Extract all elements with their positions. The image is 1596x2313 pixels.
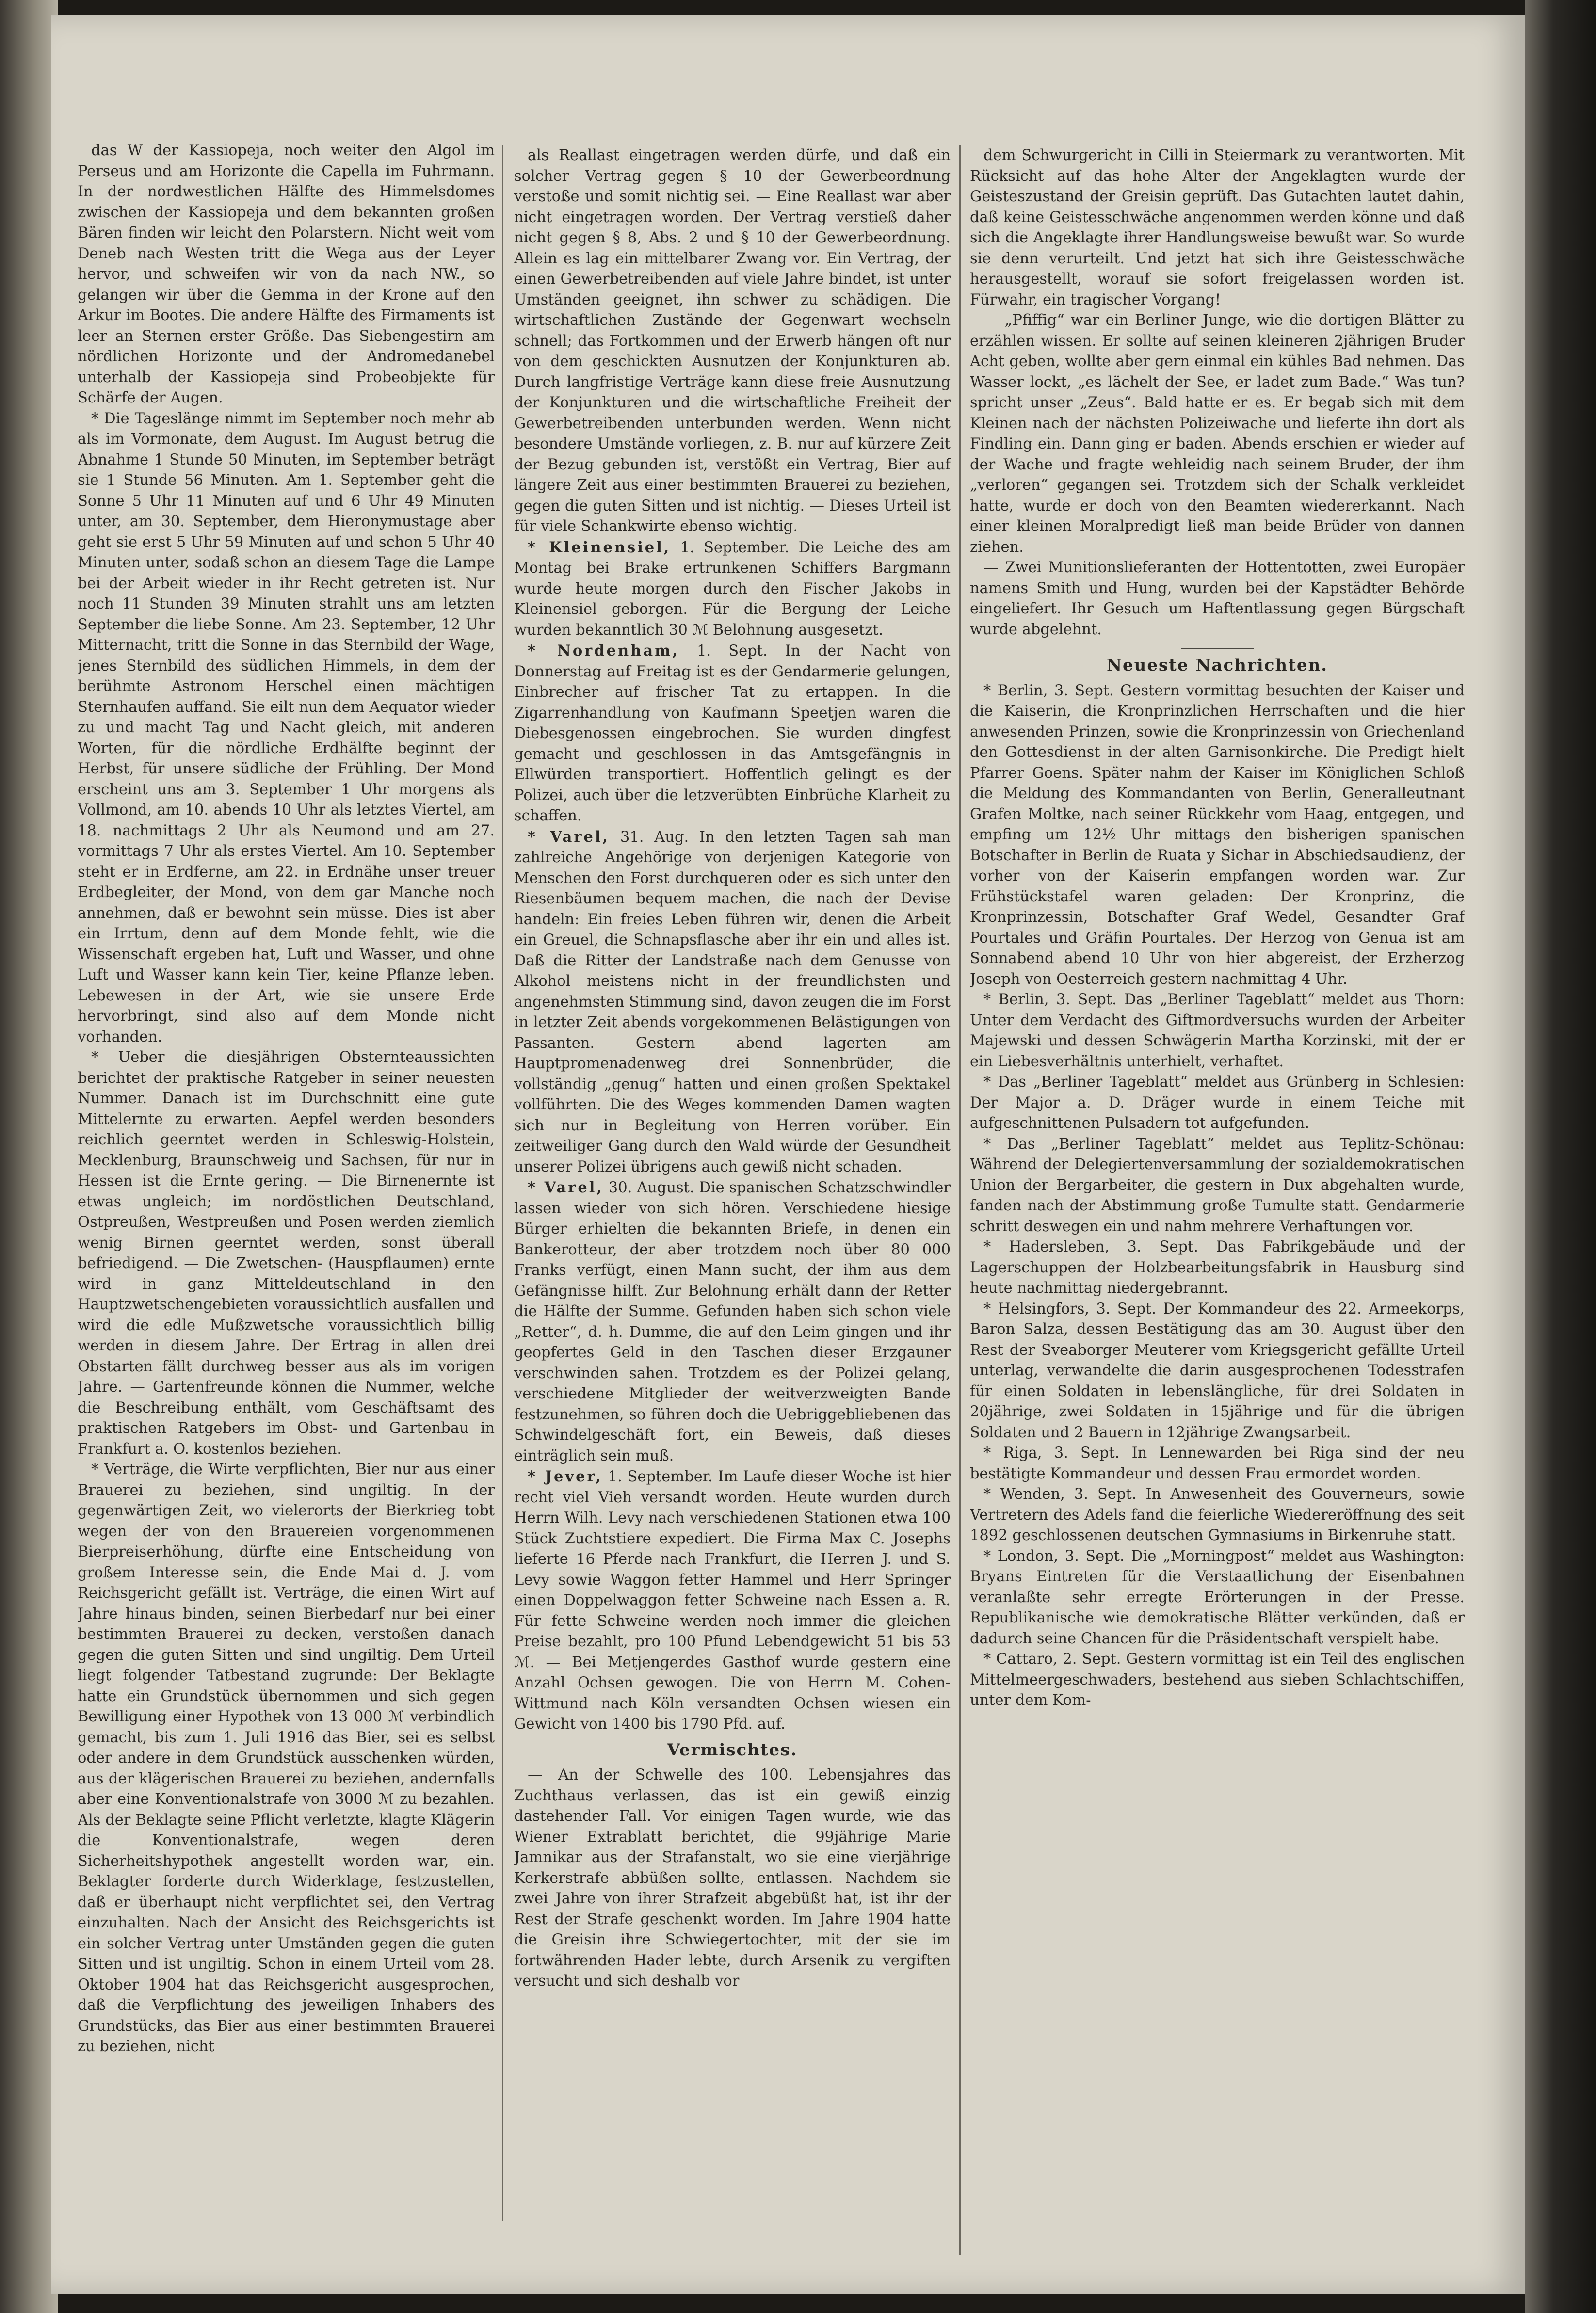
article-text: 31. Aug. In den letzten Tagen sah man zahlreiche Angehörige von derjenigen Kategorie von Menschen den Forst durchqueren oder es sich unter den Riesenbäumen bequem machen, die nach der Devise handeln: Ein freies Leben führen wir, denen die Arbeit ein Greuel, die Schnapsflasche aber ihr ein und alles ist. Daß die Ritter der Landstraße nach dem Genusse von Alkohol meistens nicht in der freundlichsten und angenehmsten Stimmung sind, davon zeugen die im Forst in letzter Zeit abends vorgekommenen Belästigungen von Passanten. Gestern abend lagerten am Hauptpromenadenweg drei Sonnenbrüder, die vollständig „genug“ hatten und einen großen Spektakel vollführten. Die des Weges kommenden Damen wagten sich nur in Begleitung von Herren vorüber. Ein zeitweiliger Gang durch den Wald würde der Gesundheit unserer Polizei übrigens auch gewiß nicht schaden. — [514, 828, 951, 1175]
article-hottentotten: — Zwei Munitionslieferanten der Hottentotten, zwei Europäer namens Smith und Hung, wurden bei der Kapstädter Behörde eingeliefert. Ihr Gesuch um Haftentlassung gegen Bürgschaft wurde abgelehnt. — [970, 559, 1465, 638]
news-item: * Berlin, 3. Sept. Das „Berliner Tageblatt“ meldet aus Thorn: Unter dem Verdacht des Giftmordversuchs wurden der Arbeiter Majewski und dessen Schwägerin Martha Korzinski, mit der er ein Liebesverhältnis unterhielt, verhaftet. — [970, 991, 1465, 1070]
page-edge-shadow — [1525, 0, 1596, 2313]
column-2 — [514, 145, 951, 2289]
column-3 — [970, 145, 1465, 2289]
article-text: 1. September. Die Leiche des am Montag bei Brake ertrunkenen Schiffers Bargmann wurde heute morgen durch den Fischer Jakobs in Kleinensiel geborgen. Für die Bergung der Leiche wurden bekanntlich 30 ℳ Belohnung ausgesetzt. — [514, 539, 951, 639]
article-reallast-cont: als Reallast eingetragen werden dürfe, und daß ein solcher Vertrag gegen § 10 der Gewerbeordnung verstoße und somit nichtig sei. — Eine Reallast war aber nicht eingetragen worden. Der Vertrag verstieß daher nicht gegen § 8, Abs. 2 und § 10 der Gewerbeordnung. Allein es lag ein mittelbarer Zwang vor. Ein Vertrag, der einen Gewerbetreibenden auf viele Jahre bindet, ist unter Umständen geeignet, ihn schwer zu schädigen. Die wirtschaftlichen Zustände der Gegenwart wechseln schnell; das Fortkommen und der Erwerb hängen oft nur von dem geschickten Ausnutzen der Konjunkturen ab. Durch langfristige Verträge kann diese freie Ausnutzung der Konjunkturen und die wirtschaftliche Freiheit der Gewerbetreibenden unterbunden werden. Wenn nicht besondere Umstände vorliegen, z. B. nur auf kürzere Zeit der Bezug gebunden ist, verstößt ein Vertrag, Bier auf längere Zeit aus einer bestimmten Brauerei zu beziehen, gegen die guten Sitten und ist nichtig. — Dieses Urteil ist für viele Schankwirte ebenso wichtig. — [514, 147, 951, 535]
article-jever — [514, 1466, 951, 1735]
section-heading-vermischtes: Vermischtes. — [667, 1740, 798, 1760]
dateline-place: * Nordenham, — [528, 642, 679, 659]
article-nordenham — [514, 641, 951, 827]
column-divider — [959, 145, 961, 2255]
news-item: * Hadersleben, 3. Sept. Das Fabrikgebäude und der Lagerschuppen der Holzbearbeitungsfabrik in Hausburg sind heute nachmittag niedergebrannt. — [970, 1238, 1465, 1297]
dateline-place: * Varel, — [528, 1179, 604, 1196]
article-bierlieferungsvertraege: * Verträge, die Wirte verpflichten, Bier nur aus einer Brauerei zu beziehen, sind ungiltig. In der gegenwärtigen Zeit, wo vielerorts der Bierkrieg tobt wegen der von den Brauereien vorgenommenen Bierpreiserhöhung, dürfte eine Entscheidung von großem Interesse sein, die Ende Mai d. J. vom Reichsgericht gefällt ist. Verträge, die einen Wirt auf Jahre hinaus binden, seinen Bierbedarf nur bei einer bestimmten Brauerei zu decken, verstoßen danach gegen die guten Sitten und sind ungiltig. Dem Urteil liegt folgender Tatbestand zugrunde: Der Beklagte hatte ein Grundstück übernommen und sich gegen Bewilligung einer Hypothek von 13 000 ℳ verbindlich gemacht, bis zum 1. Juli 1916 das Bier, sei es selbst oder andere in dem Grundstück ausschenken würden, aus der klägerischen Brauerei zu beziehen, andernfalls aber eine Konventionalstrafe von 3000 ℳ zu bezahlen. Als der Beklagte seine Pflicht verletzte, klagte Klägerin die Konventionalstrafe, wegen deren Sicherheitshypothek angestellt worden war, ein. Beklagter forderte durch Widerklage, festzustellen, daß er überhaupt nicht verpflichtet sei, den Vertrag einzuhalten. Nach der Ansicht des Reichsgerichts ist ein solcher Vertrag unter Umständen gegen die guten Sitten und ist ungiltig. Schon in einem Urteil vom 28. Oktober 1904 hat das Reichsgericht ausgesprochen, daß die Verpflichtung des jeweiligen Inhabers des Grundstücks, das Bier aus einer bestimmten Brauerei zu beziehen, nicht — [78, 1461, 495, 2055]
dateline-place: * Varel, — [528, 828, 610, 846]
column-1 — [78, 141, 495, 2235]
article-tageslaenge: * Die Tageslänge nimmt im September noch mehr ab als im Vormonate, dem August. Im August betrug die Abnahme 1 Stunde 50 Minuten, im September beträgt sie 1 Stunde 56 Minuten. Am 1. September geht die Sonne 5 Uhr 11 Minuten auf und 6 Uhr 49 Minuten unter, am 30. September, dem Hieronymustage aber geht sie erst 5 Uhr 59 Minuten auf und schon 5 Uhr 40 Minuten unter, sodaß schon an diesem Tage die Lampe bei der Arbeit wieder in ihr Recht getreten ist. Nur noch 11 Stunden 39 Minuten strahlt uns am letzten September die liebe Sonne. Am 23. September, 12 Uhr Mitternacht, tritt die Sonne in das Sternbild der Wage, jenes Sternbild des südlichen Himmels, in dem der berühmte Astronom Herschel einen mächtigen Sternhaufen auffand. Sie eilt nun dem Aequator wieder zu und macht Tag und Nacht gleich, mit anderen Worten, für die nördliche Erdhälfte beginnt der Herbst, für unsere südliche der Frühling. Der Mond erscheint uns am 3. September 1 Uhr morgens als Vollmond, am 10. abends 10 Uhr als letztes Viertel, am 18. nachmittags 2 Uhr als Neumond und am 27. vormittags 7 Uhr als erstes Viertel. Am 10. September steht er in Erdferne, am 22. in Erdnähe unser treuer Erdbegleiter, der Mond, von dem gar Manche noch annehmen, daß er bewohnt sein müsse. Dies ist aber ein Irrtum, denn auf dem Monde fehlt, wie die Wissenschaft ergeben hat, Luft und Wasser, und ohne Luft und Wasser kann kein Tier, keine Pflanze leben. Lebewesen in der Art, wie sie unsere Erde hervorbringt, sind also auf dem Monde nicht vorhanden. — [78, 410, 495, 1045]
news-item: * Berlin, 3. Sept. Gestern vormittag besuchten der Kaiser und die Kaiserin, die Kronprinzlichen Herrschaften und die hier anwesenden Prinzen, sowie die Kronprinzessin von Griechenland den Gottesdienst in der alten Garnisonkirche. Die Predigt hielt Pfarrer Goens. Später nahm der Kaiser im Königlichen Schloß die Meldung des Kommandanten von Berlin, Generalleutnant Grafen Moltke, nach seiner Rückkehr vom Haag, entgegen, und empfing um 12½ Uhr mittags den bisherigen spanischen Botschafter in Berlin de Ruata y Sichar in Abschiedsaudienz, der vorher von der Kaiserin empfangen worden war. Zur Frühstückstafel waren geladen: Der Kronprinz, die Kronprinzessin, Botschafter Graf Wedel, Gesandter Graf Pourtales und Gräfin Pourtales. Der Herzog von Genua ist am Sonnabend abend 10 Uhr von hier abgereist, der Erzherzog Joseph von Oesterreich gestern nachmittag 4 Uhr. — [970, 682, 1465, 988]
article-kleinensiel — [514, 537, 951, 641]
article-varel-2 — [514, 1177, 951, 1466]
article-text: 30. August. Die spanischen Schatzschwindler lassen wieder von sich hören. Verschiedene hiesige Bürger erhielten die bekannten Briefe, in denen ein Bankerotteur, der aber trotzdem noch über 80 000 Franks verfügt, einen Mann sucht, der ihm aus dem Gefängnisse hilft. Zur Belohnung erhält dann der Retter die Hälfte der Summe. Gefunden haben sich schon viele „Retter“, d. h. Dumme, die auf den Leim gingen und ihr geopfertes Geld in den Taschen dieser Erzgauner verschwinden sahen. Trotzdem es der Polizei gelang, verschiedene Mitglieder der weitverzweigten Bande festzunehmen, so führen doch die Uebriggebliebenen das Schwindelgeschäft fort, ein Beweis, daß dieses einträglich sein muß. — [514, 1179, 951, 1464]
column-divider — [502, 145, 503, 2221]
dateline-place: * Kleinensiel, — [528, 538, 671, 556]
article-astronomy-cont: das W der Kassiopeja, noch weiter den Algol im Perseus und am Horizonte die Capella im Fuhrmann. In der nordwestlichen Hälfte des Himmelsdomes zwischen der Kassiopeja und dem bekannten großen Bären finden wir leicht den Polarstern. Nicht weit vom Deneb nach Westen tritt die Wega aus der Leyer hervor, und schweifen wir von da nach NW., so gelangen wir über die Gemma in der Krone auf den Arkur im Bootes. Die andere Hälfte des Firmaments ist leer an Sternen erster Größe. Das Siebengestirn am nördlichen Horizonte und der Andromedanebel unterhalb der Kassiopeja sind Probeobjekte für Schärfe der Augen. — [78, 142, 495, 406]
news-item: * Cattaro, 2. Sept. Gestern vormittag ist ein Teil des englischen Mittelmeergeschwaders, bestehend aus sieben Schlachtschiffen, unter dem Kom- — [970, 1651, 1465, 1709]
binding-gutter — [0, 0, 58, 2313]
news-item: * Das „Berliner Tageblatt“ meldet aus Teplitz-Schönau: Während der Delegiertenversammlung der sozialdemokratischen Union der Bergarbeiter, die gestern in Dux abgehalten wurde, fanden nach der Abstimmung große Tumulte statt. Gendarmerie schritt deswegen ein und nahm mehrere Verhaftungen vor. — [970, 1135, 1465, 1235]
article-varel-1 — [514, 827, 951, 1178]
section-heading-neueste-nachrichten: Neueste Nachrichten. — [1106, 656, 1328, 675]
article-obsternte: * Ueber die diesjährigen Obsternteaussichten berichtet der praktische Ratgeber in seiner neuesten Nummer. Danach ist im Durchschnitt eine gute Mittelernte zu erwarten. Aepfel werden besonders reichlich geerntet werden in Schleswig-Holstein, Mecklenburg, Braunschweig und Sachsen, für nur in Hessen ist die Ernte gering. — Die Birnenernte ist etwas ungleich; im nordöstlichen Deutschland, Ostpreußen, Westpreußen und Posen werden ziemlich wenig Birnen geerntet werden, sonst überall befriedigend. — Die Zwetschen- (Hauspflaumen) ernte wird in ganz Mitteldeutschland in den Hauptzwetschengebieten voraussichtlich ausfallen und wird die edle Mußzwetsche voraussichtlich billig werden in diesem Jahre. Der Ertrag in allen drei Obstarten fällt durchweg besser aus als im vorigen Jahre. — Gartenfreunde können die Nummer, welche die Beschreibung enthält, vom Geschäftsamt des praktischen Ratgebers im Obst- und Gartenbau in Frankfurt a. O. kostenlos beziehen. — [78, 1049, 495, 1458]
news-item: * Das „Berliner Tageblatt“ meldet aus Grünberg in Schlesien: Der Major a. D. Dräger wurde in einem Teiche mit aufgeschnittenen Pulsadern tot aufgefunden. — [970, 1074, 1465, 1132]
article-text: 1. September. Im Laufe dieser Woche ist hier recht viel Vieh versandt worden. Heute wurden durch Herrn Wilh. Levy nach verschiedenen Stationen etwa 100 Stück Zuchtstiere expediert. Die Firma Max C. Josephs lieferte 16 Pferde nach Frankfurt, die Herren J. und S. Levy sowie Waggon fetter Hammel und Herr Springer einen Doppelwaggon fetter Schweine nach Essen a. R. Für fette Schweine werden noch immer die gleichen Preise bezahlt, pro 100 Pfund Lebendgewicht 51 bis 53 ℳ. — Bei Metjengerdes Gasthof wurde gestern eine Anzahl Ochsen gewogen. Die von Herrn M. Cohen-Wittmund nach Köln versandten Ochsen wiesen ein Gewicht von 1400 bis 1790 Pfd. auf. — [514, 1468, 951, 1733]
article-greisin-cont: dem Schwurgericht in Cilli in Steiermark zu verantworten. Mit Rücksicht auf das hohe Alter der Angeklagten wurde der Geisteszustand der Greisin geprüft. Das Gutachten lautet dahin, daß keine Geistesschwäche angenommen werden könne und daß sich die Angeklagte ihrer Handlungsweise bewußt war. So wurde sie denn verurteilt. Und jetzt hat sich ihre Geistesschwäche herausgestellt, worauf sie sofort freigelassen worden ist. Fürwahr, ein tragischer Vorgang! — [970, 147, 1465, 308]
article-text: 1. Sept. In der Nacht von Donnerstag auf Freitag ist es der Gendarmerie gelungen, Einbrecher auf frischer Tat zu ertappen. In die Zigarrenhandlung von Kaufmann Speetjen waren die Diebesgenossen eingebrochen. Sie wurden dingfest gemacht und geschlossen in das Amtsgefängnis in Ellwürden transportiert. Hoffentlich gelingt es der Polizei, auch über die letzverübten Einbrüche Klarheit zu schaffen. — [514, 642, 951, 824]
article-pfiffig: — „Pfiffig“ war ein Berliner Junge, wie die dortigen Blätter zu erzählen wissen. Er sollte auf seinen kleineren 2jährigen Bruder Acht geben, wollte aber gern einmal ein kühles Bad nehmen. Das Wasser lockt, „es lächelt der See, er ladet zum Bade.“ Was tun? spricht unser „Zeus“. Bald hatte er es. Er begab sich mit dem Kleinen nach der nächsten Polizeiwache und lieferte ihn dort als Findling ein. Dann ging er baden. Abends erschien er wieder auf der Wache und fragte wehleidig nach seinem Bruder, der ihm „verloren“ gegangen sei. Trotzdem sich der Schalk verkleidet hatte, wurde er doch von den Beamten wiedererkannt. Nach einer kleinen Moralpredigt ließ man beide Brüder von dannen ziehen. — [970, 312, 1465, 556]
news-item: * Riga, 3. Sept. In Lennewarden bei Riga sind der neu bestätigte Kommandeur und dessen Frau ermordet worden. — [970, 1445, 1465, 1482]
news-item: * London, 3. Sept. Die „Morningpost“ meldet aus Washington: Bryans Eintreten für die Verstaatlichung der Eisenbahnen veranlaßte sehr erregte Erörterungen in der Presse. Republikanische wie demokratische Blätter verkünden, daß er dadurch seine Chancen für die Präsidentschaft verspielt habe. — [970, 1547, 1465, 1647]
dateline-place: * Jever, — [528, 1468, 603, 1485]
article-greisin: — An der Schwelle des 100. Lebensjahres das Zuchthaus verlassen, das ist ein gewiß einzig dastehender Fall. Vor einigen Tagen wurde, wie das Wiener Extrablatt berichtet, die 99jährige Marie Jamnikar aus der Strafanstalt, wo sie eine vierjährige Kerkerstrafe abbüßen sollte, entlassen. Nachdem sie zwei Jahre von ihrer Strafzeit abgebüßt hat, ist ihr der Rest der Strafe geschenkt worden. Im Jahre 1904 hatte die Greisin ihre Schwiegertochter, mit der sie im fortwährenden Hader lebte, durch Arsenik zu vergiften versucht und sich deshalb vor — [514, 1767, 951, 1990]
news-item: * Helsingfors, 3. Sept. Der Kommandeur des 22. Armeekorps, Baron Salza, dessen Bestätigung das am 30. August über den Rest der Sveaborger Meuterer vom Kriegsgericht gefällte Urteil unterlag, verwandelte die darin ausgesprochenen Todesstrafen für einen Soldaten in lebenslängliche, für drei Soldaten in 20jährige, zwei Soldaten in 15jährige und für die übrigen Soldaten und 2 Bauern in 12jährige Zwangsarbeit. — [970, 1300, 1465, 1441]
news-item: * Wenden, 3. Sept. In Anwesenheit des Gouverneurs, sowie Vertretern des Adels fand die feierliche Wiedereröffnung des seit 1892 geschlossenen deutschen Gymnasiums in Birkenruhe statt. — [970, 1486, 1465, 1544]
section-separator — [1181, 648, 1254, 649]
